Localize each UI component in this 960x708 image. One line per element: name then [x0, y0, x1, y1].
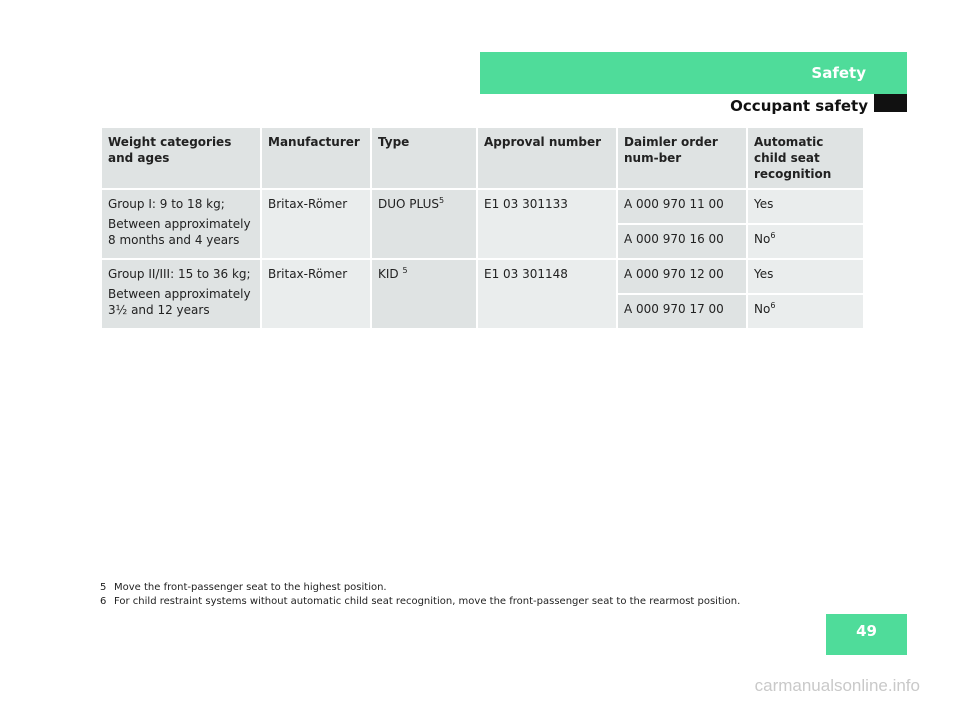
order-number-cell: A 000 970 12 00 [618, 260, 746, 293]
footnotes [100, 581, 740, 609]
manufacturer-cell: Britax-Römer [262, 260, 370, 328]
weight-cell [102, 260, 260, 328]
section-tab-label: Safety [811, 64, 866, 82]
order-number-cell: A 000 970 16 00 [618, 225, 746, 258]
recognition-value: Yes [754, 197, 774, 211]
type-cell [372, 190, 476, 258]
column-header-order-number: Daimler order num-ber [618, 128, 746, 188]
footnote-number: 5 [100, 582, 107, 593]
footnote-number: 6 [100, 596, 107, 607]
column-header-weight: Weight categories and ages [102, 128, 260, 188]
approval-cell: E1 03 301133 [478, 190, 616, 258]
footnote-text: For child restraint systems without automatic child seat recognition, move the front-passenger seat to the rearmost position. [114, 596, 741, 607]
table-row [102, 190, 863, 223]
weight-group: Group I: 9 to 18 kg; [108, 197, 225, 211]
footnote [100, 581, 740, 595]
column-header-type: Type [372, 128, 476, 188]
type-name: KID [378, 267, 403, 281]
footnote-ref: 5 [402, 266, 408, 275]
order-number-cell: A 000 970 11 00 [618, 190, 746, 223]
recognition-value: No [754, 232, 771, 246]
recognition-cell [748, 260, 863, 293]
section-tab [480, 52, 907, 94]
approval-cell: E1 03 301148 [478, 260, 616, 328]
column-header-approval: Approval number [478, 128, 616, 188]
child-seat-table [100, 126, 865, 330]
weight-age-range: Between approximately 3½ and 12 years [108, 287, 251, 317]
page-number [826, 614, 907, 655]
recognition-value: No [754, 302, 771, 316]
page-title: Occupant safety [730, 97, 868, 115]
recognition-cell [748, 295, 863, 328]
order-number-cell: A 000 970 17 00 [618, 295, 746, 328]
recognition-cell [748, 225, 863, 258]
recognition-value: Yes [754, 267, 774, 281]
footnote-text: Move the front-passenger seat to the highest position. [114, 582, 387, 593]
footnote-ref: 5 [439, 196, 445, 205]
column-header-manufacturer: Manufacturer [262, 128, 370, 188]
type-cell [372, 260, 476, 328]
manufacturer-cell: Britax-Römer [262, 190, 370, 258]
footnote [100, 595, 740, 609]
footnote-ref: 6 [770, 231, 776, 240]
table-row [102, 260, 863, 293]
weight-cell [102, 190, 260, 258]
column-header-recognition: Automatic child seat recognition [748, 128, 863, 188]
table-header-row [102, 128, 863, 188]
weight-group: Group II/III: 15 to 36 kg; [108, 267, 251, 281]
type-name: DUO PLUS [378, 197, 440, 211]
watermark: carmanualsonline.info [754, 676, 920, 695]
footnote-ref: 6 [770, 301, 776, 310]
page-number-label: 49 [856, 622, 877, 640]
page-marker [874, 94, 907, 112]
weight-age-range: Between approximately 8 months and 4 years [108, 217, 251, 247]
recognition-cell [748, 190, 863, 223]
